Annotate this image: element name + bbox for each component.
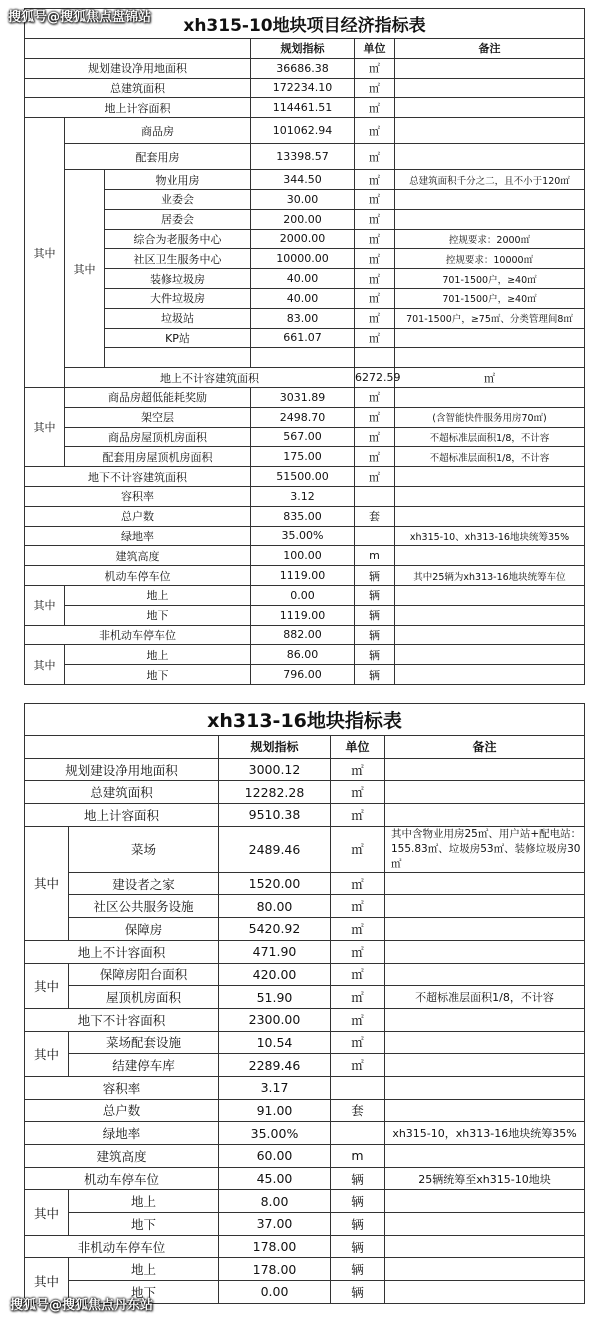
table-row: 非机动车停车位 882.00 辆 bbox=[25, 625, 585, 645]
table-row: 其中 地上 86.00 辆 bbox=[25, 645, 585, 665]
group-label: 其中 bbox=[25, 963, 69, 1008]
table-xh313-16 bbox=[24, 703, 585, 1304]
table-xh315-10 bbox=[24, 8, 585, 685]
table-row: 机动车停车位 1119.00 辆 其中25辆为xh313-16地块统筹车位 bbox=[25, 566, 585, 586]
table-row: 架空层 2498.70 ㎡ (含智能快件服务用房70㎡) bbox=[25, 407, 585, 427]
table-row: 地下不计容面积 2300.00 ㎡ bbox=[25, 1008, 585, 1031]
table-row: 装修垃圾房 40.00 ㎡ 701-1500户，≥40㎡ bbox=[25, 269, 585, 289]
table-row: 社区公共服务设施 80.00 ㎡ bbox=[25, 895, 585, 918]
header-unit: 单位 bbox=[331, 736, 385, 759]
table-row: 规划建设净用地面积 36686.38 ㎡ bbox=[25, 58, 585, 78]
group-label: 其中 bbox=[25, 645, 65, 685]
table-row: 其中 菜场 2489.46 ㎡ 其中含物业用房25㎡、用户站+配电站：155.83㎡、垃圾房53㎡、装修垃圾房30㎡ bbox=[25, 826, 585, 872]
group-label: 其中 bbox=[25, 585, 65, 625]
table-row: 地下 0.00 辆 bbox=[25, 1281, 585, 1304]
table-row: 地上不计容建筑面积 6272.59 ㎡ bbox=[25, 368, 585, 388]
table-row: 其中 商品房 101062.94 ㎡ bbox=[25, 118, 585, 144]
header-row bbox=[25, 736, 585, 759]
table-row: 综合为老服务中心 2000.00 ㎡ 控规要求：2000㎡ bbox=[25, 229, 585, 249]
watermark-bottom: 搜狐号@搜狐焦点丹东站 bbox=[10, 1298, 154, 1313]
table-row: 总户数 835.00 套 bbox=[25, 506, 585, 526]
table-row: 地下 37.00 辆 bbox=[25, 1213, 585, 1236]
table-row: 规划建设净用地面积 3000.12 ㎡ bbox=[25, 758, 585, 781]
header-note: 备注 bbox=[385, 736, 585, 759]
table-row: 其中 地上 0.00 辆 bbox=[25, 585, 585, 605]
table-row: 地上不计容面积 471.90 ㎡ bbox=[25, 940, 585, 963]
table-row: 容积率 3.12 bbox=[25, 486, 585, 506]
table-row: 地上计容面积 9510.38 ㎡ bbox=[25, 804, 585, 827]
table-title: xh313-16地块指标表 bbox=[25, 704, 585, 736]
table-row: 配套用房屋顶机房面积 175.00 ㎡ 不超标准层面积1/8，不计容 bbox=[25, 447, 585, 467]
table-row: 其中 保障房阳台面积 420.00 ㎡ bbox=[25, 963, 585, 986]
table-row: 总建筑面积 172234.10 ㎡ bbox=[25, 78, 585, 98]
table-row: 建设者之家 1520.00 ㎡ bbox=[25, 872, 585, 895]
table-row: 社区卫生服务中心 10000.00 ㎡ 控规要求：10000㎡ bbox=[25, 249, 585, 269]
table-row: 绿地率 35.00% xh315-10、xh313-16地块统筹35% bbox=[25, 526, 585, 546]
group-label: 其中 bbox=[25, 1190, 69, 1235]
table-row: 居委会 200.00 ㎡ bbox=[25, 209, 585, 229]
table-row: 垃圾站 83.00 ㎡ 701-1500户，≥75㎡、分类管理间8㎡ bbox=[25, 308, 585, 328]
table-row: 建筑高度 60.00 m bbox=[25, 1145, 585, 1168]
table-row: 商品房屋顶机房面积 567.00 ㎡ 不超标准层面积1/8，不计容 bbox=[25, 427, 585, 447]
table-row: 地下 796.00 辆 bbox=[25, 665, 585, 685]
table-row: 其中 地上 178.00 辆 bbox=[25, 1258, 585, 1281]
table-row: 其中 物业用房 344.50 ㎡ 总建筑面积千分之二，且不小于120㎡ bbox=[25, 170, 585, 190]
header-unit: 单位 bbox=[355, 39, 395, 59]
table-row: 其中 商品房超低能耗奖励 3031.89 ㎡ bbox=[25, 387, 585, 407]
group-label: 其中 bbox=[25, 387, 65, 466]
table-row: 地下 1119.00 辆 bbox=[25, 605, 585, 625]
table-row: 机动车停车位 45.00 辆 25辆统筹至xh315-10地块 bbox=[25, 1167, 585, 1190]
header-row bbox=[25, 39, 585, 59]
table-row: 总户数 91.00 套 bbox=[25, 1099, 585, 1122]
table-row: 大件垃圾房 40.00 ㎡ 701-1500户，≥40㎡ bbox=[25, 288, 585, 308]
table-row: 结建停车库 2289.46 ㎡ bbox=[25, 1054, 585, 1077]
table-row: 业委会 30.00 ㎡ bbox=[25, 189, 585, 209]
table-title: xh315-10地块项目经济指标表 bbox=[25, 9, 585, 39]
table-row: 非机动车停车位 178.00 辆 bbox=[25, 1235, 585, 1258]
sub-group-label: 其中 bbox=[65, 170, 105, 368]
table-row: 保障房 5420.92 ㎡ bbox=[25, 918, 585, 941]
header-value: 规划指标 bbox=[251, 39, 355, 59]
header-value: 规划指标 bbox=[219, 736, 331, 759]
table-row: 容积率 3.17 bbox=[25, 1076, 585, 1099]
table-row: 地上计容面积 114461.51 ㎡ bbox=[25, 98, 585, 118]
table-row: KP站 661.07 ㎡ bbox=[25, 328, 585, 348]
table-row bbox=[25, 348, 585, 368]
table-row: 建筑高度 100.00 m bbox=[25, 546, 585, 566]
group-label: 其中 bbox=[25, 826, 69, 940]
table-row: 屋顶机房面积 51.90 ㎡ 不超标准层面积1/8，不计容 bbox=[25, 986, 585, 1009]
table-row: 其中 菜场配套设施 10.54 ㎡ bbox=[25, 1031, 585, 1054]
group-label: 其中 bbox=[25, 1031, 69, 1076]
table-row: 其中 地上 8.00 辆 bbox=[25, 1190, 585, 1213]
watermark-top: 搜狐号@搜狐焦点盘锦站 bbox=[8, 10, 152, 25]
table-row: 绿地率 35.00% xh315-10，xh313-16地块统筹35% bbox=[25, 1122, 585, 1145]
table-row: 总建筑面积 12282.28 ㎡ bbox=[25, 781, 585, 804]
table-row: 地下不计容建筑面积 51500.00 ㎡ bbox=[25, 467, 585, 487]
group-label: 其中 bbox=[25, 118, 65, 388]
header-note: 备注 bbox=[395, 39, 585, 59]
group-label: 其中 bbox=[25, 1258, 69, 1303]
table-row: 配套用房 13398.57 ㎡ bbox=[25, 144, 585, 170]
